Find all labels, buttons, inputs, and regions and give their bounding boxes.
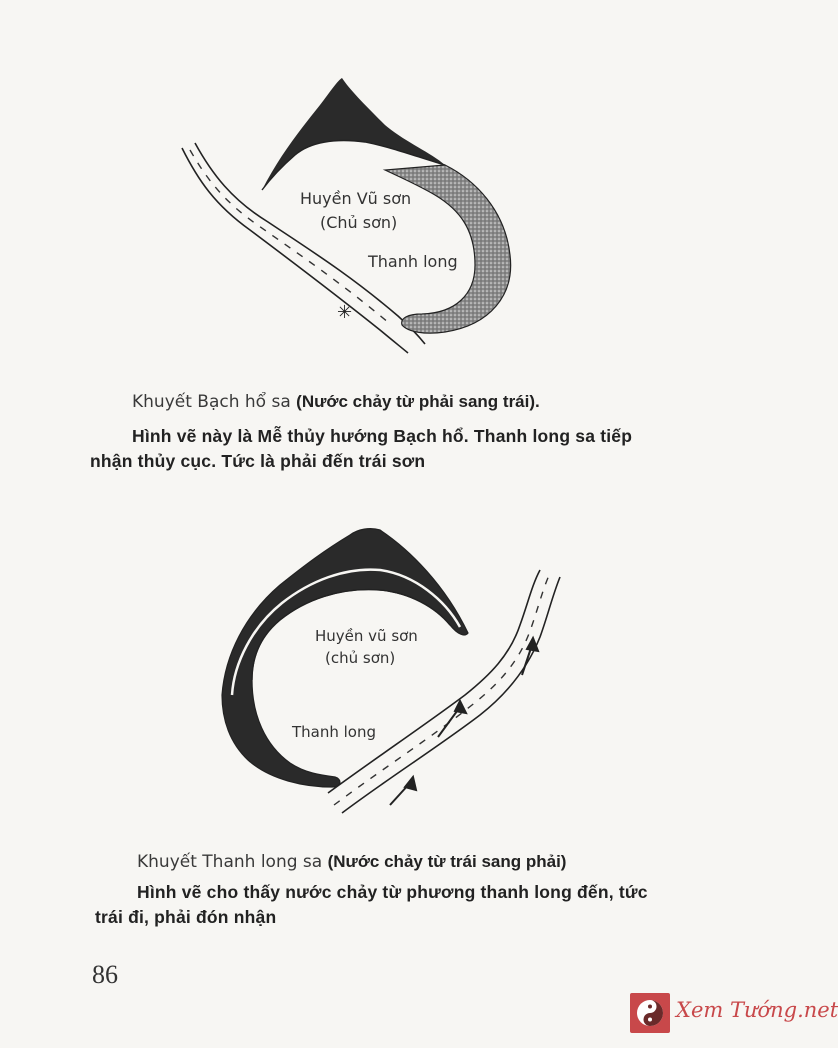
paragraph-1 xyxy=(90,424,690,474)
paragraph-2-line-2: trái đi, phải đón nhận xyxy=(95,907,277,927)
caption-2 xyxy=(137,852,566,872)
watermark-text: Xem Tướng.net xyxy=(676,998,838,1022)
figure-1-diagram xyxy=(170,70,530,370)
caption-2-plain: Khuyết Thanh long sa xyxy=(137,852,328,872)
caption-1-plain: Khuyết Bạch hổ sa xyxy=(132,392,297,412)
fig1-label-chu-son: (Chủ sơn) xyxy=(320,213,398,232)
caption-1-bold: (Nước chảy từ phải sang trái). xyxy=(296,392,540,411)
flow-arrows xyxy=(390,638,538,805)
caption-2-bold: (Nước chảy từ trái sang phải) xyxy=(327,852,567,871)
fig1-label-thanh-long: Thanh long xyxy=(368,252,458,271)
figure-2-diagram xyxy=(210,515,570,825)
fig2-label-thanh-long: Thanh long xyxy=(292,723,377,741)
fig2-label-chu-son: (chủ sơn) xyxy=(325,649,396,667)
watermark-logo[interactable] xyxy=(630,993,838,1033)
paragraph-2-line-1: Hình vẽ cho thấy nước chảy từ phương thanh long đến, tức xyxy=(137,882,648,902)
yin-yang-icon xyxy=(630,993,670,1033)
star-icon: ✳ xyxy=(337,302,353,323)
caption-1 xyxy=(132,392,540,412)
paragraph-1-line-2: nhận thủy cục. Tức là phải đến trái sơn xyxy=(90,451,426,471)
page-number: 86 xyxy=(92,960,118,989)
river-figure-1 xyxy=(182,143,425,353)
paragraph-1-line-1: Hình vẽ này là Mễ thủy hướng Bạch hổ. Thanh long sa tiếp xyxy=(132,426,633,446)
fig2-label-huyen-vu: Huyền vũ sơn xyxy=(315,627,418,645)
paragraph-2 xyxy=(95,880,695,930)
fig1-label-huyen-vu: Huyền Vũ sơn xyxy=(300,189,412,208)
